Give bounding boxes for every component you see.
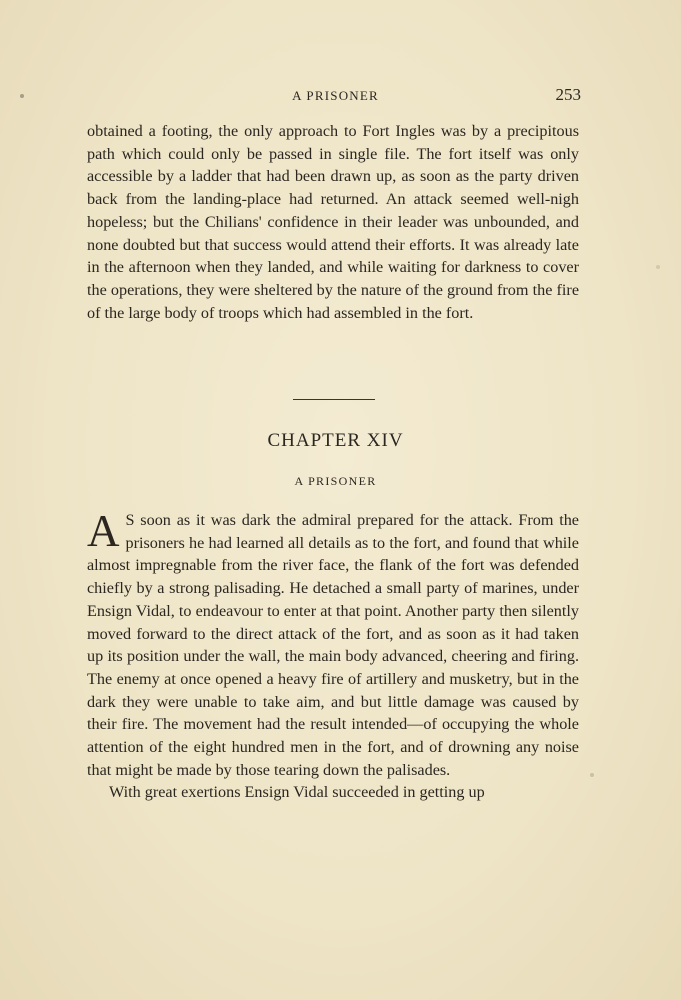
- chapter-title: CHAPTER XIV: [267, 430, 404, 451]
- page-number: 253: [555, 85, 581, 104]
- continued-text-block: [87, 120, 579, 324]
- chapter-subtitle: A PRISONER: [294, 474, 377, 488]
- running-head: [0, 86, 681, 106]
- running-title: A PRISONER: [292, 88, 379, 103]
- chapter-second-paragraph: With great exertions Ensign Vidal succeeded in getting up: [109, 783, 485, 802]
- chapter-first-paragraph: [87, 506, 579, 781]
- continued-paragraph: obtained a footing, the only approach to Fort Ingles was by a precipitous path which could only be passed in single file. The fort itself was only accessible by a ladder that had been drawn up, as soon as the party driven back from the landing-place had returned. An attack seemed well-nigh hopeless; but the Chilians' confidence in their leader was unbounded, and none doubted but that success would attend their efforts. It was already late in the afternoon when they landed, and while waiting for darkness to cover the operations, they were sheltered by the nature of the ground from the fire of the large body of troops which had assembled in the fort.: [87, 122, 579, 322]
- paper-speck: [656, 265, 660, 269]
- paper-speck: [590, 773, 594, 777]
- chapter-text-block: [87, 506, 579, 804]
- first-paragraph-text: S soon as it was dark the admiral prepared for the attack. From the prisoners he had learned all details as to the fort, and found that while almost impregnable from the river face, the flank of the fort was defended chiefly by a strong palisading. He detached a small party of marines, under Ensign Vidal, to endeavour to enter at that point. Another party then silently moved forward to the direct attack of the fort, and as soon as it had taken up its position under the wall, the main body advanced, cheering and firing. The enemy at once opened a heavy fire of artillery and musketry, but in the dark they were unable to take aim, and but little damage was caused by their fire. The movement had the result intended—of occupying the whole attention of the eight hundred men in the fort, and of drowning any noise that might be made by those tearing down the palisades.: [87, 511, 579, 779]
- drop-cap: A: [87, 506, 120, 556]
- section-divider: [293, 399, 375, 400]
